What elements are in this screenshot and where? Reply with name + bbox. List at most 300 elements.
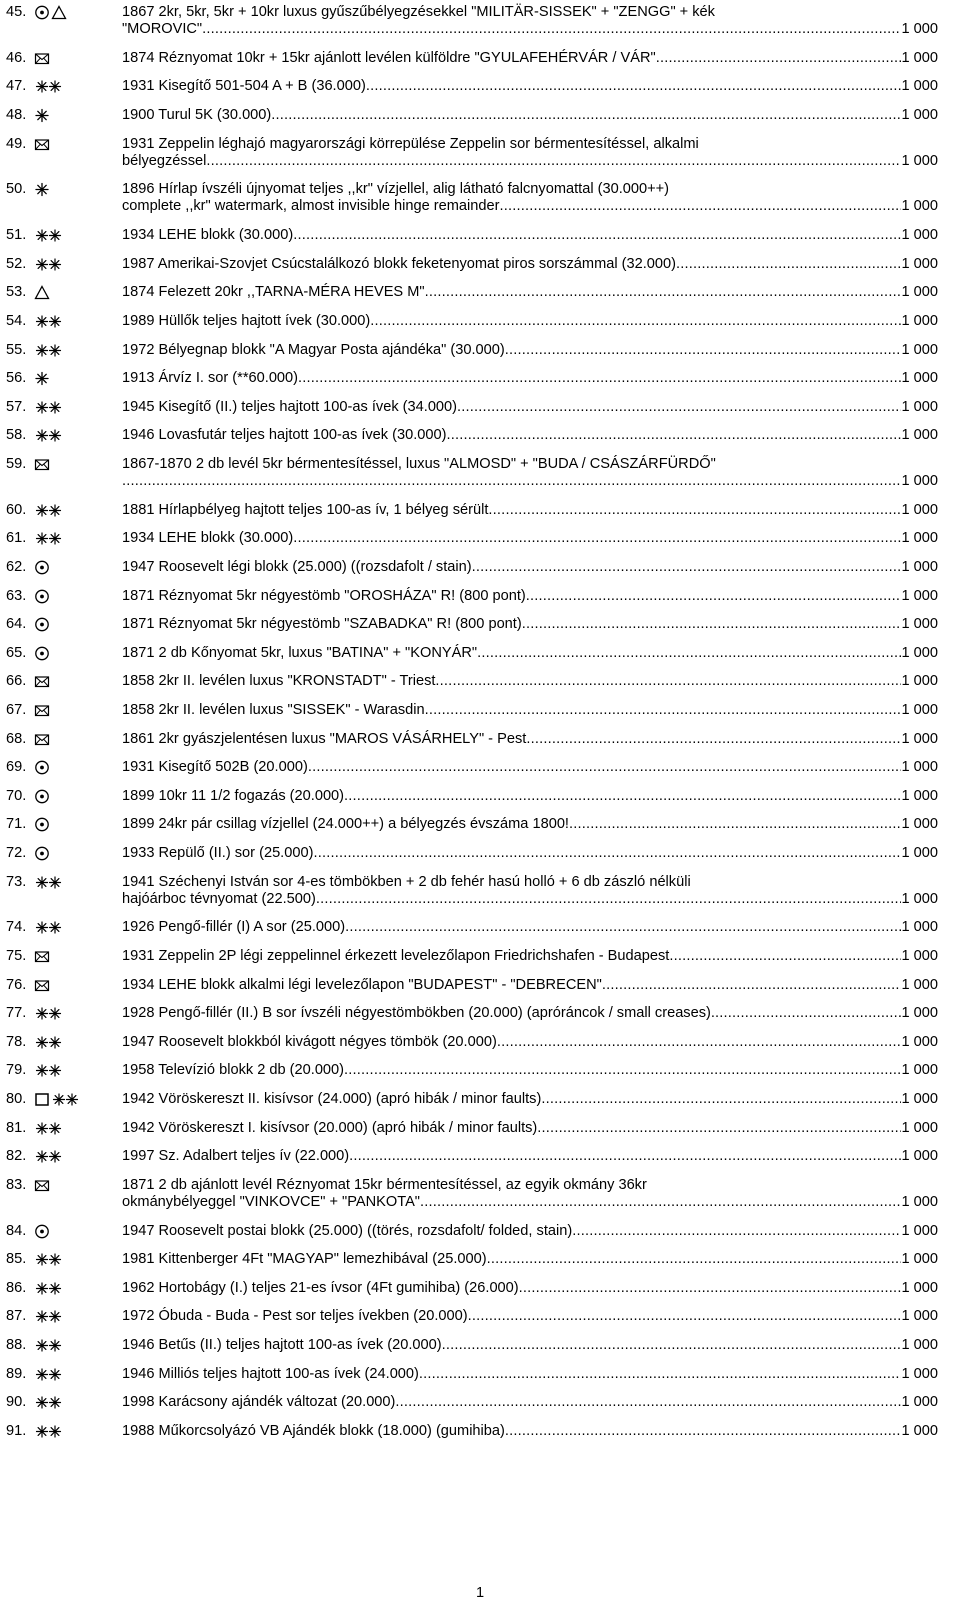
lot-description <box>122 284 938 301</box>
lot-condition-icons <box>34 108 50 123</box>
lot-description-line: 1871 2 db ajánlott levél Réznyomat 15kr bérmentesítéssel, az egyik okmány 36kr <box>122 1176 647 1193</box>
lot-description-line: 1861 2kr gyászjelentésen luxus "MAROS VÁSÁRHELY" - Pest <box>122 730 527 747</box>
lot-description-line: 1874 Réznyomat 10kr + 15kr ajánlott levélen külföldre "GYULAFEHÉRVÁR / VÁR" <box>122 49 656 66</box>
lot-price-line <box>122 1423 938 1440</box>
lot-price: 1 000 <box>901 473 938 489</box>
envelope-icon <box>34 51 50 66</box>
mint-never-hinged-icon <box>34 920 64 935</box>
lot-number: 87. <box>6 1308 27 1325</box>
lot-price: 1 000 <box>901 1033 938 1050</box>
lot-condition-icons <box>34 732 50 747</box>
envelope-icon <box>34 674 50 689</box>
lot-description <box>122 702 938 719</box>
lot-number: 85. <box>6 1251 27 1268</box>
lot-condition-icons <box>34 314 64 329</box>
lot-price-line <box>122 107 938 124</box>
lot-price-line <box>122 1062 938 1079</box>
lot-number: 70. <box>6 787 27 804</box>
lot-condition-icons <box>34 5 67 20</box>
lot-condition-icons <box>34 646 50 661</box>
used-stamp-icon <box>34 560 50 575</box>
lot-price: 1 000 <box>901 730 938 747</box>
lot-description <box>122 816 938 833</box>
lot-price: 1 000 <box>901 673 938 690</box>
lot-number: 59. <box>6 456 27 472</box>
lot-description-line: 1987 Amerikai-Szovjet Csúcstalálkozó blokk feketenyomat piros sorszámmal (32.000) <box>122 255 676 272</box>
lot-condition-icons <box>34 1252 64 1267</box>
lot-description-line: 1946 Betűs (II.) teljes hajtott 100-as ívek (20.000) <box>122 1337 442 1353</box>
lot-number: 61. <box>6 530 27 547</box>
lot-description <box>122 370 938 387</box>
lot-price-line <box>122 1251 938 1268</box>
dot-leader <box>366 78 902 95</box>
mint-hinged-icon <box>34 108 50 123</box>
dot-leader <box>522 616 902 633</box>
lot-price: 1 000 <box>901 341 938 358</box>
lot-price: 1 000 <box>901 501 938 518</box>
lot-price-line <box>122 21 938 38</box>
lot-description <box>122 4 938 38</box>
lot-price: 1 000 <box>901 1279 938 1296</box>
lot-description <box>122 107 938 124</box>
used-stamp-icon <box>34 1224 50 1239</box>
dot-leader <box>472 559 902 576</box>
envelope-icon <box>34 703 50 718</box>
lot-price-line <box>122 731 938 748</box>
lot-price: 1 000 <box>901 78 938 95</box>
lot-condition-icons <box>34 760 50 775</box>
lot-description <box>122 788 938 805</box>
lot-price: 1 000 <box>901 227 938 244</box>
lot-price-line <box>122 227 938 244</box>
mint-never-hinged-icon <box>34 1395 64 1410</box>
lot-condition-icons <box>34 978 50 993</box>
dot-leader <box>313 845 901 862</box>
lot-price: 1 000 <box>901 313 938 329</box>
lot-description-line: 1934 LEHE blokk (30.000) <box>122 227 294 244</box>
lot-condition-icons <box>34 674 50 689</box>
lot-price-line <box>122 399 938 416</box>
used-stamp-icon <box>34 789 50 804</box>
lot-condition-icons <box>34 846 50 861</box>
lot-description <box>122 673 938 690</box>
lot-number: 77. <box>6 1005 27 1022</box>
dot-leader <box>499 198 901 215</box>
mint-never-hinged-icon <box>34 1367 64 1382</box>
lot-description-line: 1899 24kr pár csillag vízjellel (24.000++) a bélyegzés évszáma 1800! <box>122 816 569 833</box>
lot-condition-icons <box>34 371 50 386</box>
mint-never-hinged-icon <box>51 1092 81 1107</box>
lot-price: 1 000 <box>901 530 938 547</box>
mint-never-hinged-icon <box>34 875 64 890</box>
lot-number: 52. <box>6 255 27 272</box>
lot-price: 1 000 <box>901 21 938 37</box>
lot-price-line <box>122 1091 938 1108</box>
lot-price-line <box>122 759 938 776</box>
dot-leader <box>468 1308 902 1325</box>
dot-leader <box>487 1251 902 1268</box>
lot-description <box>122 1034 938 1051</box>
envelope-icon <box>34 978 50 993</box>
lot-price: 1 000 <box>901 1119 938 1136</box>
lot-description-line: "MOROVIC" <box>122 21 203 37</box>
lot-price: 1 000 <box>901 284 938 301</box>
lot-description <box>122 559 938 576</box>
dot-leader <box>425 284 902 301</box>
mint-never-hinged-icon <box>34 79 64 94</box>
lot-description-line: complete ,,kr" watermark, almost invisible hinge remainder <box>122 198 500 215</box>
dot-leader <box>488 502 901 519</box>
lot-description <box>122 1177 938 1211</box>
lot-description <box>122 616 938 633</box>
lot-condition-icons <box>34 51 50 66</box>
lot-condition-icons <box>34 560 50 575</box>
lot-description <box>122 759 938 776</box>
lot-description-line: 1899 10kr 11 1/2 fogazás (20.000) <box>122 787 345 804</box>
lot-number: 68. <box>6 730 27 747</box>
mint-never-hinged-icon <box>34 503 64 518</box>
lot-number: 83. <box>6 1176 27 1193</box>
lot-price: 1 000 <box>901 816 938 833</box>
lot-condition-icons <box>34 1092 81 1107</box>
lot-price-line <box>122 788 938 805</box>
mint-hinged-icon <box>34 371 50 386</box>
lot-price-line <box>122 256 938 273</box>
dot-leader <box>370 313 901 330</box>
lot-description <box>122 78 938 95</box>
lot-description-line: 1958 Televízió blokk 2 db (20.000) <box>122 1062 345 1079</box>
dot-leader <box>419 1366 902 1383</box>
lot-description-line: 1871 2 db Kőnyomat 5kr, luxus "BATINA" + "KONYÁR" <box>122 644 478 661</box>
lot-description-line: okmánybélyeggel "VINKOVCE" + "PANKOTA" <box>122 1193 420 1210</box>
lot-condition-icons <box>34 1281 64 1296</box>
dot-leader <box>316 891 902 908</box>
lot-price-line <box>122 588 938 605</box>
lot-price-line <box>122 948 938 965</box>
lot-price: 1 000 <box>901 107 938 123</box>
lot-price-line <box>122 673 938 690</box>
lot-condition-icons <box>34 789 50 804</box>
lot-description <box>122 456 938 490</box>
lot-price-line <box>122 1280 938 1297</box>
page-number: 1 <box>475 1585 485 1601</box>
lot-number: 62. <box>6 559 27 575</box>
lot-price: 1 000 <box>901 1337 938 1353</box>
mint-never-hinged-icon <box>34 428 64 443</box>
box-icon <box>34 1092 50 1107</box>
used-stamp-icon <box>34 846 50 861</box>
lot-condition-icons <box>34 1121 64 1136</box>
mint-never-hinged-icon <box>34 343 64 358</box>
lot-description <box>122 502 938 519</box>
lot-description <box>122 181 938 215</box>
lot-number: 84. <box>6 1222 27 1239</box>
dot-leader <box>505 342 902 359</box>
lot-price: 1 000 <box>901 398 938 415</box>
lot-number: 45. <box>6 4 27 20</box>
lot-description <box>122 399 938 416</box>
lot-description <box>122 1308 938 1325</box>
lot-number: 75. <box>6 948 27 964</box>
dot-leader <box>669 948 901 965</box>
lot-number: 66. <box>6 673 27 690</box>
mint-never-hinged-icon <box>34 400 64 415</box>
lot-description <box>122 1120 938 1137</box>
lot-price-line <box>122 473 938 490</box>
dot-leader <box>656 50 902 67</box>
lot-description-line: 1997 Sz. Adalbert teljes ív (22.000) <box>122 1148 350 1165</box>
lot-description <box>122 1062 938 1079</box>
lot-price: 1 000 <box>901 1251 938 1268</box>
lot-description <box>122 256 938 273</box>
mint-never-hinged-icon <box>34 1149 64 1164</box>
lot-price: 1 000 <box>901 152 938 169</box>
lot-number: 67. <box>6 702 27 718</box>
lot-price-line <box>122 891 938 908</box>
lot-number: 78. <box>6 1033 27 1050</box>
dot-leader <box>526 731 901 748</box>
lot-condition-icons <box>34 1309 64 1324</box>
lot-description-line: 1867-1870 2 db levél 5kr bérmentesítéssel, luxus "ALMOSD" + "BUDA / CSÁSZÁRFÜRDŐ" <box>122 456 716 472</box>
lot-description <box>122 227 938 244</box>
lot-condition-icons <box>34 703 50 718</box>
lot-price-line <box>122 616 938 633</box>
lot-description-line: 1942 Vöröskereszt I. kisívsor (20.000) (apró hibák / minor faults) <box>122 1119 538 1136</box>
lot-condition-icons <box>34 1006 64 1021</box>
lot-description-line: bélyegzéssel <box>122 152 207 169</box>
lot-price: 1 000 <box>901 198 938 215</box>
lot-description-line: 1946 Milliós teljes hajtott 100-as ívek (24.000) <box>122 1365 419 1382</box>
lot-description-line: 1989 Hüllők teljes hajtott ívek (30.000) <box>122 313 371 329</box>
lot-price: 1 000 <box>901 702 938 718</box>
lot-number: 76. <box>6 976 27 993</box>
lot-price: 1 000 <box>901 49 938 66</box>
lot-price-line <box>122 50 938 67</box>
lot-description-line: 1931 Zeppelin 2P légi zeppelinnel érkezett levelezőlapon Friedrichshafen - Budapest <box>122 948 670 964</box>
lot-price-line <box>122 427 938 444</box>
lot-description-line: 1998 Karácsony ajándék változat (20.000) <box>122 1394 396 1411</box>
lot-price-line <box>122 153 938 170</box>
lot-description <box>122 342 938 359</box>
lot-number: 49. <box>6 135 27 152</box>
lot-price: 1 000 <box>901 976 938 993</box>
lot-description-line: 1896 Hírlap ívszéli újnyomat teljes ,,kr" vízjellel, alig látható falcnyomattal (30.000++) <box>122 181 670 198</box>
lot-description-line: 1931 Kisegítő 501-504 A + B (36.000) <box>122 78 366 95</box>
lot-price-line <box>122 1005 938 1022</box>
dot-leader <box>435 673 901 690</box>
lot-description-line: 1867 2kr, 5kr, 5kr + 10kr luxus gyűszűbélyegzésekkel "MILITÄR-SISSEK" + "ZENGG" + kék <box>122 4 715 20</box>
dot-leader <box>602 977 902 994</box>
lot-condition-icons <box>34 589 50 604</box>
lot-condition-icons <box>34 182 50 197</box>
lot-number: 90. <box>6 1394 27 1411</box>
dot-leader <box>572 1223 901 1240</box>
envelope-icon <box>34 949 50 964</box>
lot-price: 1 000 <box>901 616 938 633</box>
lot-price-line <box>122 313 938 330</box>
lot-number: 86. <box>6 1279 27 1296</box>
lot-price: 1 000 <box>901 1005 938 1022</box>
lot-price-line <box>122 78 938 95</box>
lot-description-line: 1874 Felezett 20kr ,,TARNA-MÉRA HEVES M" <box>122 284 425 301</box>
lot-condition-icons <box>34 257 64 272</box>
lot-description-line: 1871 Réznyomat 5kr négyestömb "SZABADKA" R! (800 pont) <box>122 616 522 633</box>
dot-leader <box>349 1148 901 1165</box>
lot-condition-icons <box>34 285 50 300</box>
lot-condition-icons <box>34 1149 64 1164</box>
dot-leader <box>715 1005 902 1022</box>
dot-leader <box>505 1423 902 1440</box>
lot-number: 74. <box>6 919 27 936</box>
dot-leader <box>497 1034 902 1051</box>
lot-price: 1 000 <box>901 255 938 272</box>
cut-piece-icon <box>51 5 67 20</box>
lot-price: 1 000 <box>901 1422 938 1439</box>
lot-price-line <box>122 645 938 662</box>
lot-price: 1 000 <box>901 1062 938 1079</box>
lot-description <box>122 1366 938 1383</box>
dot-leader <box>457 399 901 416</box>
dot-leader <box>206 153 901 170</box>
lot-price: 1 000 <box>901 759 938 776</box>
lot-description-line: 1934 LEHE blokk (30.000) <box>122 530 294 547</box>
mint-never-hinged-icon <box>34 314 64 329</box>
lot-description <box>122 1280 938 1297</box>
dot-leader <box>122 473 901 490</box>
lot-number: 48. <box>6 107 27 123</box>
lot-description <box>122 50 938 67</box>
lot-condition-icons <box>34 428 64 443</box>
lot-description-line: 1933 Repülő (II.) sor (25.000) <box>122 845 314 861</box>
lot-price: 1 000 <box>901 1365 938 1382</box>
lot-description-line: 1947 Roosevelt légi blokk (25.000) ((rozsdafolt / stain) <box>122 559 472 575</box>
lot-description-line: 1947 Roosevelt blokkból kivágott négyes tömbök (20.000) <box>122 1033 497 1050</box>
lot-description-line: 1928 Pengő-fillér (II.) B sor ívszéli négyestömbökben (20.000) (apróráncok / small creases). <box>122 1005 715 1022</box>
lot-price: 1 000 <box>901 845 938 861</box>
lot-condition-icons <box>34 137 50 152</box>
lot-number: 46. <box>6 49 27 66</box>
lot-price: 1 000 <box>901 587 938 604</box>
mint-never-hinged-icon <box>34 1338 64 1353</box>
lot-description-line: 1947 Roosevelt postai blokk (25.000) ((törés, rozsdafolt/ folded, stain) <box>122 1222 573 1239</box>
envelope-icon <box>34 457 50 472</box>
lot-condition-icons <box>34 457 50 472</box>
lot-price-line <box>122 502 938 519</box>
lot-description-line: 1946 Lovasfutár teljes hajtott 100-as ívek (30.000) <box>122 427 447 444</box>
lot-description <box>122 1394 938 1411</box>
lot-number: 64. <box>6 616 27 633</box>
lot-description <box>122 1091 938 1108</box>
dot-leader <box>477 645 901 662</box>
lot-description-line: hajóárboc tévnyomat (22.500) <box>122 890 316 907</box>
dot-leader <box>395 1394 901 1411</box>
lot-description-line: 1931 Zeppelin léghajó magyarországi körrepülése Zeppelin sor bérmentesítéssel, alkalmi <box>122 135 699 152</box>
lot-condition-icons <box>34 875 64 890</box>
lot-condition-icons <box>34 617 50 632</box>
lot-description-line: 1931 Kisegítő 502B (20.000) <box>122 759 308 776</box>
dot-leader <box>298 370 901 387</box>
lot-price: 1 000 <box>901 1148 938 1165</box>
lot-price: 1 000 <box>901 427 938 444</box>
lot-description-line: 1913 Árvíz I. sor (**60.000) <box>122 370 299 387</box>
lot-number: 88. <box>6 1337 27 1353</box>
lot-number: 89. <box>6 1365 27 1382</box>
dot-leader <box>526 588 902 605</box>
lot-description-line: 1972 Bélyegnap blokk "A Magyar Posta ajándéka" (30.000) <box>122 341 505 358</box>
lot-description <box>122 1337 938 1354</box>
lot-description <box>122 1223 938 1240</box>
mint-never-hinged-icon <box>34 1252 64 1267</box>
lot-description <box>122 645 938 662</box>
lot-description-line: 1988 Műkorcsolyázó VB Ajándék blokk (18.000) (gumihiba) <box>122 1422 505 1439</box>
dot-leader <box>519 1280 902 1297</box>
lot-number: 60. <box>6 501 27 518</box>
dot-leader <box>271 107 901 124</box>
lot-condition-icons <box>34 503 64 518</box>
lot-price-line <box>122 342 938 359</box>
lot-price-line <box>122 1337 938 1354</box>
dot-leader <box>202 21 901 38</box>
lot-description <box>122 1423 938 1440</box>
dot-leader <box>308 759 902 776</box>
lot-description <box>122 874 938 908</box>
lot-price: 1 000 <box>901 1222 938 1239</box>
lot-description <box>122 1148 938 1165</box>
lot-number: 65. <box>6 644 27 661</box>
lot-price-line <box>122 1194 938 1211</box>
dot-leader <box>345 919 901 936</box>
lot-number: 71. <box>6 816 27 833</box>
lot-description <box>122 588 938 605</box>
used-stamp-icon <box>34 817 50 832</box>
lot-number: 63. <box>6 587 27 604</box>
dot-leader <box>293 227 901 244</box>
lot-price-line <box>122 559 938 576</box>
lot-description-line: 1981 Kittenberger 4Ft "MAGYAP" lemezhibával (25.000) <box>122 1251 487 1268</box>
lot-price-line <box>122 1366 938 1383</box>
lot-price-line <box>122 1308 938 1325</box>
lot-description <box>122 313 938 330</box>
lot-number: 51. <box>6 227 27 244</box>
lot-price-line <box>122 530 938 547</box>
lot-condition-icons <box>34 1367 64 1382</box>
lot-description <box>122 1251 938 1268</box>
lot-price-line <box>122 977 938 994</box>
lot-description-line: 1900 Turul 5K (30.000) <box>122 107 272 123</box>
lot-price-line <box>122 1394 938 1411</box>
mint-never-hinged-icon <box>34 1281 64 1296</box>
mint-never-hinged-icon <box>34 257 64 272</box>
lot-price-line <box>122 845 938 862</box>
lot-description <box>122 919 938 936</box>
lot-description <box>122 136 938 170</box>
lot-price-line <box>122 370 938 387</box>
dot-leader <box>420 1194 901 1211</box>
mint-hinged-icon <box>34 182 50 197</box>
lot-price-line <box>122 198 938 215</box>
lot-condition-icons <box>34 228 64 243</box>
envelope-icon <box>34 732 50 747</box>
lot-condition-icons <box>34 1178 50 1193</box>
lot-number: 50. <box>6 181 27 198</box>
lot-description-line: 1962 Hortobágy (I.) teljes 21-es ívsor (4Ft gumihiba) (26.000) <box>122 1279 519 1296</box>
lot-description-line: 1941 Széchenyi István sor 4-es tömbökben + 2 db fehér hasú holló + 6 db zászló nélküli <box>122 873 691 890</box>
lot-description <box>122 948 938 965</box>
lot-description-line: 1942 Vöröskereszt II. kisívsor (24.000) (apró hibák / minor faults) <box>122 1091 542 1107</box>
mint-never-hinged-icon <box>34 1006 64 1021</box>
lot-price-line <box>122 1223 938 1240</box>
lot-description-line: 1926 Pengő-fillér (I) A sor (25.000) <box>122 919 346 936</box>
